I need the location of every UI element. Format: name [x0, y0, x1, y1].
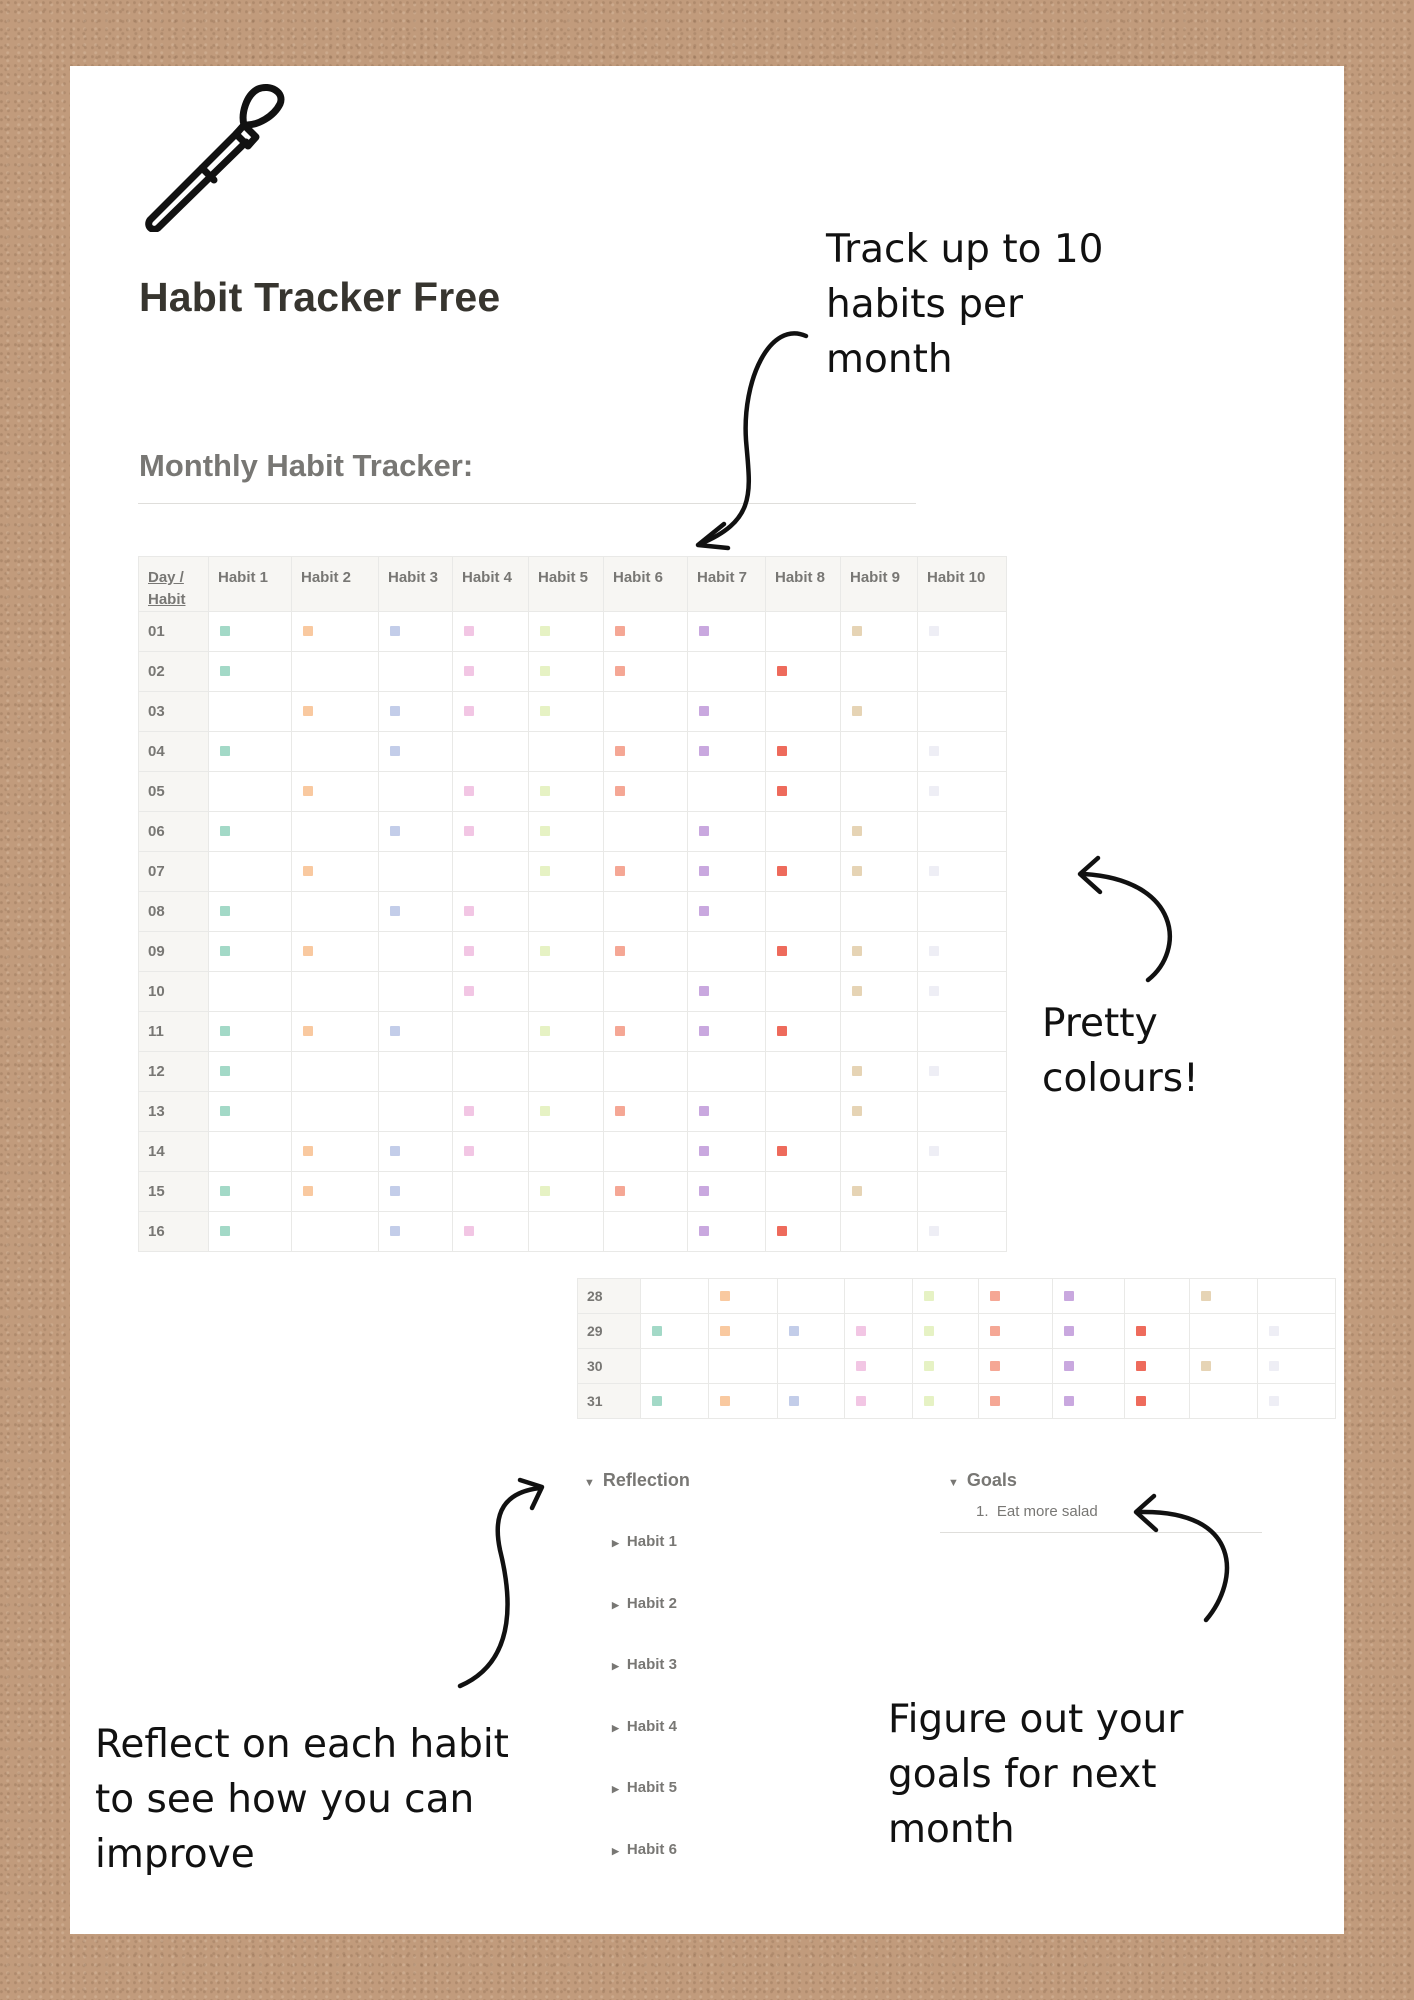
goals-title: Goals: [966, 1470, 1017, 1490]
annotation-line: to see how you can: [95, 1777, 475, 1822]
column-header[interactable]: Habit 5: [529, 557, 604, 612]
caret-right-icon: ▶: [612, 1661, 619, 1671]
day-cell[interactable]: 11: [139, 1012, 209, 1052]
column-header[interactable]: Habit 10: [918, 557, 1007, 612]
annotation-line: Track up to 10: [826, 227, 1104, 272]
day-cell[interactable]: 16: [139, 1212, 209, 1252]
annotation-line: Figure out your: [888, 1697, 1184, 1742]
reflection-item-label: Habit 4: [626, 1717, 677, 1735]
reflection-item-label: Habit 1: [626, 1533, 677, 1550]
day-cell[interactable]: 14: [139, 1132, 209, 1172]
caret-right-icon: ▶: [612, 1722, 619, 1733]
reflection-title: Reflection: [602, 1470, 690, 1490]
column-header[interactable]: Habit 7: [688, 557, 766, 612]
day-cell[interactable]: 06: [139, 812, 209, 852]
page-title: Habit Tracker Free: [139, 274, 501, 320]
caret-right-icon: ▶: [612, 1784, 619, 1794]
day-cell[interactable]: 15: [139, 1172, 209, 1212]
annotation-line: goals for next: [888, 1752, 1157, 1797]
caret-down-icon: ▼: [584, 1477, 595, 1489]
section-title: Monthly Habit Tracker:: [139, 448, 474, 483]
annotation-line: month: [888, 1807, 1015, 1852]
day-cell[interactable]: 02: [139, 652, 209, 692]
reflection-item-label: Habit 5: [626, 1779, 677, 1796]
arrow-icon: [1136, 1496, 1227, 1620]
column-header[interactable]: Habit 4: [453, 557, 529, 612]
caret-right-icon: ▶: [612, 1538, 619, 1548]
annotation-line: month: [826, 337, 953, 382]
annotation-line: colours!: [1042, 1056, 1199, 1101]
day-cell[interactable]: 07: [139, 852, 209, 892]
day-cell[interactable]: 01: [139, 612, 209, 652]
goal-text: Eat more salad: [996, 1503, 1098, 1520]
day-cell[interactable]: 30: [578, 1349, 641, 1384]
day-cell[interactable]: 10: [139, 972, 209, 1012]
reflection-item-label: Habit 6: [626, 1840, 677, 1858]
day-cell[interactable]: 03: [139, 692, 209, 732]
column-header[interactable]: Habit 6: [604, 557, 688, 612]
annotation-line: habits per: [826, 282, 1023, 327]
reflection-item-label: Habit 3: [626, 1656, 677, 1673]
annotation-line: Pretty: [1042, 1001, 1158, 1046]
column-header[interactable]: Habit 9: [841, 557, 918, 612]
column-header[interactable]: Habit 2: [292, 557, 379, 612]
column-header[interactable]: Habit 3: [379, 557, 453, 612]
annotation-line: Reflect on each habit: [95, 1722, 509, 1767]
arrow-icon: [1080, 858, 1170, 980]
day-cell[interactable]: 04: [139, 732, 209, 772]
caret-right-icon: ▶: [612, 1599, 619, 1610]
caret-down-icon: ▼: [948, 1477, 959, 1489]
column-header[interactable]: Habit 8: [766, 557, 841, 612]
day-cell[interactable]: 05: [139, 772, 209, 812]
reflection-item-label: Habit 2: [626, 1594, 677, 1612]
day-cell[interactable]: 09: [139, 932, 209, 972]
day-cell[interactable]: 13: [139, 1092, 209, 1132]
day-cell[interactable]: 28: [578, 1279, 641, 1314]
annotation-line: improve: [95, 1832, 255, 1877]
day-cell[interactable]: 29: [578, 1314, 641, 1349]
day-cell[interactable]: 08: [139, 892, 209, 932]
column-header-day[interactable]: Day / Habit: [139, 557, 209, 612]
caret-right-icon: ▶: [612, 1845, 619, 1856]
day-cell[interactable]: 31: [578, 1384, 641, 1419]
goal-number: 1.: [976, 1503, 989, 1520]
arrow-icon: [460, 1480, 542, 1686]
day-cell[interactable]: 12: [139, 1052, 209, 1092]
arrow-icon: [698, 333, 806, 548]
column-header[interactable]: Habit 1: [209, 557, 292, 612]
